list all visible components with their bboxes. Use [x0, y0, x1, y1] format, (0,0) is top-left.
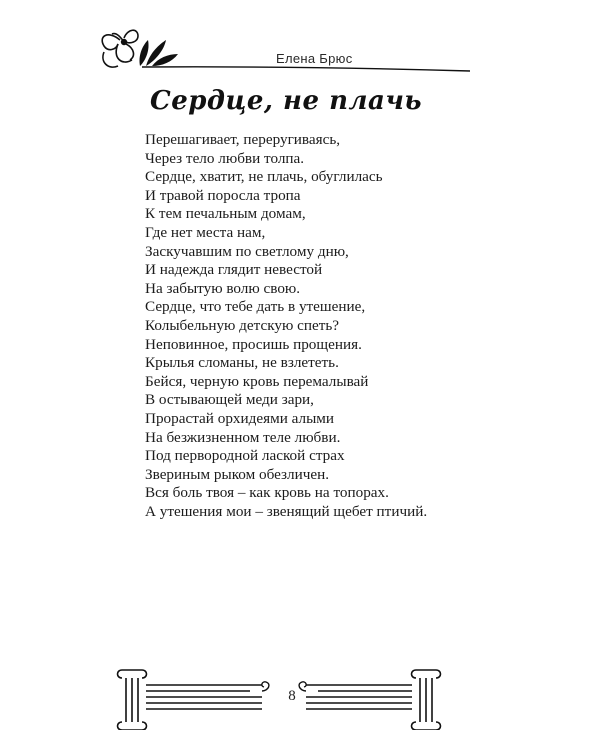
poem-line: Бейся, черную кровь перемалывай	[145, 372, 369, 390]
poem-line: Звериным рыком обезличен.	[145, 465, 330, 483]
header-ornament	[0, 0, 600, 90]
poem-line: На забытую волю свою.	[145, 279, 301, 297]
poem-line: В остывающей меди зари,	[145, 391, 314, 409]
left-column-icon	[118, 670, 147, 730]
page-number: 8	[288, 688, 296, 704]
poem-line: И травой поросла тропа	[145, 186, 301, 204]
right-column-icon	[412, 670, 441, 730]
page-header	[0, 0, 600, 90]
poem-line: Через тело любви толпа.	[145, 149, 305, 167]
leaves-ornament-icon	[139, 40, 178, 66]
left-rules	[146, 685, 262, 709]
right-rules	[306, 685, 412, 709]
poem-line: Колыбельную детскую спеть?	[145, 316, 340, 334]
poem-line: Заскучавшим по светлому дню,	[145, 242, 349, 260]
footer-ornament	[0, 660, 600, 730]
poem-title: Сердце, не плачь	[150, 86, 423, 116]
poem-line: Прорастай орхидеями алыми	[145, 409, 335, 427]
poem-line: К тем печальным домам,	[145, 205, 306, 223]
author-name: Елена Брюс	[276, 51, 353, 66]
page-footer	[0, 660, 600, 730]
swirl-ornament-icon	[262, 682, 306, 691]
poem-line: Крылья сломаны, не взлететь.	[145, 354, 339, 372]
poem-body	[145, 131, 427, 521]
poem-line: На безжизненном теле любви.	[145, 428, 341, 446]
header-rule	[142, 67, 470, 71]
poem-line: Где нет места нам,	[145, 223, 266, 241]
poem-line: Неповинное, просишь прощения.	[145, 335, 362, 353]
poem-line: Перешагивает, переругиваясь,	[145, 131, 341, 148]
poem-line: Вся боль твоя – как кровь на топорах.	[145, 484, 389, 502]
poem-line: А утешения мои – звенящий щебет птичий.	[145, 502, 428, 520]
flower-ornament-icon	[102, 30, 138, 67]
poem-line: Под первородной лаской страх	[145, 447, 345, 465]
poem-line: Сердце, хватит, не плачь, обуглилась	[145, 168, 383, 186]
poem-line: И надежда глядит невестой	[145, 261, 323, 279]
poem-line: Сердце, что тебе дать в утешение,	[145, 298, 366, 316]
